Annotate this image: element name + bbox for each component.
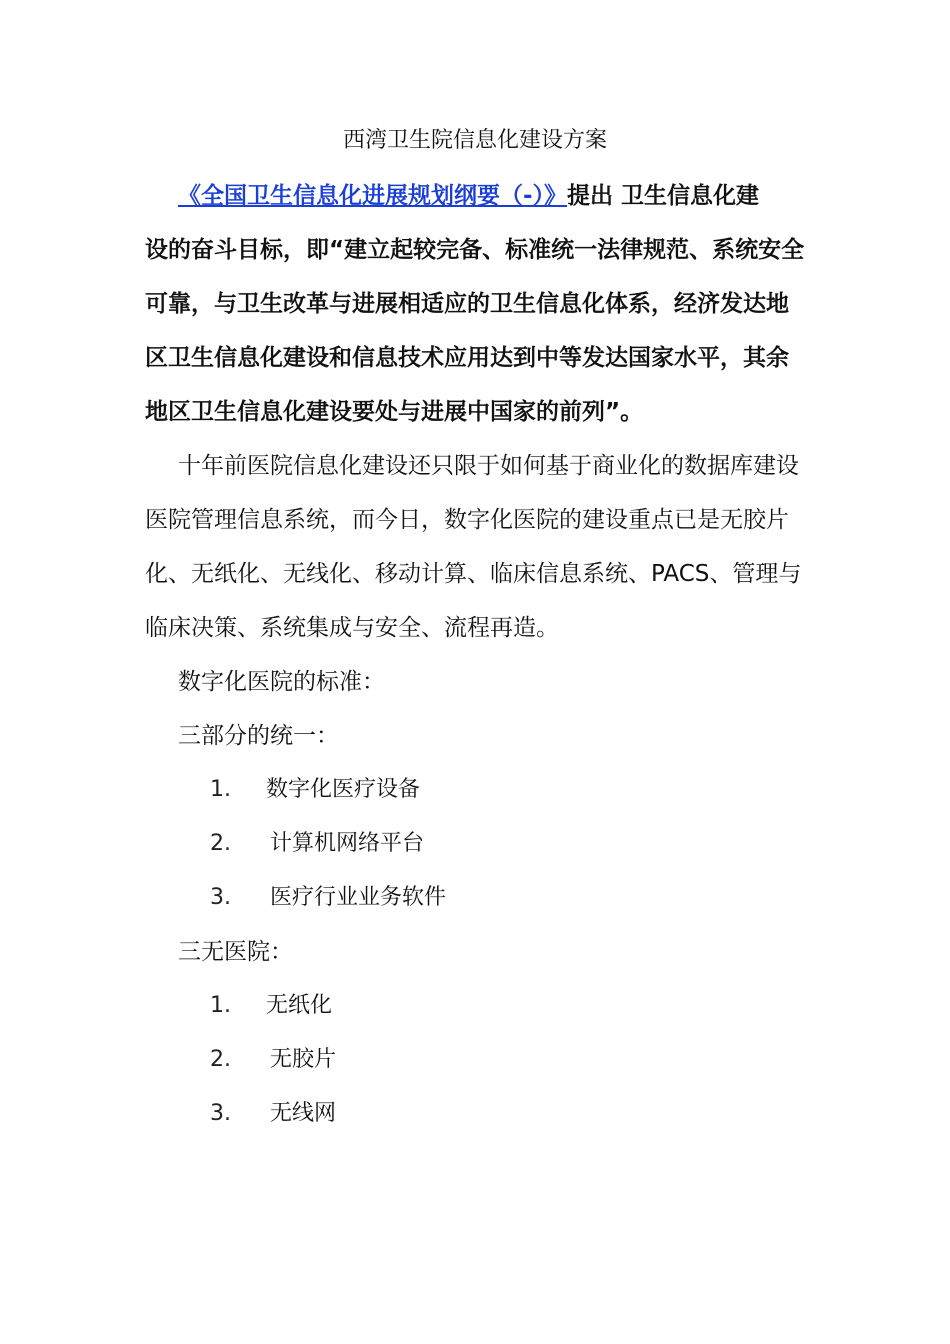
para2-line3: 化、无纸化、无线化、移动计算、临床信息系统、PACS、管理与 — [145, 561, 802, 587]
para1-line1-rest: 提出 卫生信息化建 — [567, 183, 760, 209]
unify-item-1-text: 数字化医疗设备 — [266, 777, 421, 802]
unify-item-3-number: 3. — [210, 885, 231, 910]
para1-line3: 可靠，与卫生改革与进展相适应的卫生信息化体系，经济发达地 — [145, 291, 789, 317]
three-no-item-3-number: 3. — [210, 1101, 231, 1126]
unify-item-1-number: 1. — [210, 777, 231, 802]
three-no-item-2-number: 2. — [210, 1047, 231, 1072]
para1-line2: 设的奋斗目标，即“建立起较完备、标准统一法律规范、系统安全 — [145, 237, 805, 263]
unify-item-2-text: 计算机网络平台 — [270, 831, 425, 856]
unify-item-2-number: 2. — [210, 831, 231, 856]
para2-line2: 医院管理信息系统，而今日，数字化医院的建设重点已是无胶片 — [145, 507, 789, 533]
three-no-item-1-text: 无纸化 — [266, 993, 333, 1018]
unify-heading: 三部分的统一： — [178, 723, 339, 749]
outline-link[interactable]: 《全国卫生信息化进展规划纲要（-）》 — [178, 183, 568, 209]
para1-line5: 地区卫生信息化建设要处与进展中国家的前列”。 — [145, 399, 644, 425]
standard-heading: 数字化医院的标准： — [178, 669, 385, 695]
document-title: 西湾卫生院信息化建设方案 — [342, 128, 607, 153]
three-no-item-1-number: 1. — [210, 993, 231, 1018]
unify-item-3-text: 医疗行业业务软件 — [270, 885, 447, 910]
para1-line1 — [178, 179, 759, 213]
three-no-item-3-text: 无线网 — [270, 1101, 337, 1126]
para2-line4: 临床决策、系统集成与安全、流程再造。 — [145, 615, 559, 641]
para2-line1: 十年前医院信息化建设还只限于如何基于商业化的数据库建设 — [178, 453, 799, 479]
three-no-item-2-text: 无胶片 — [270, 1047, 337, 1072]
three-no-heading: 三无医院： — [178, 939, 293, 965]
para1-line4: 区卫生信息化建设和信息技术应用达到中等发达国家水平，其余 — [145, 345, 789, 371]
